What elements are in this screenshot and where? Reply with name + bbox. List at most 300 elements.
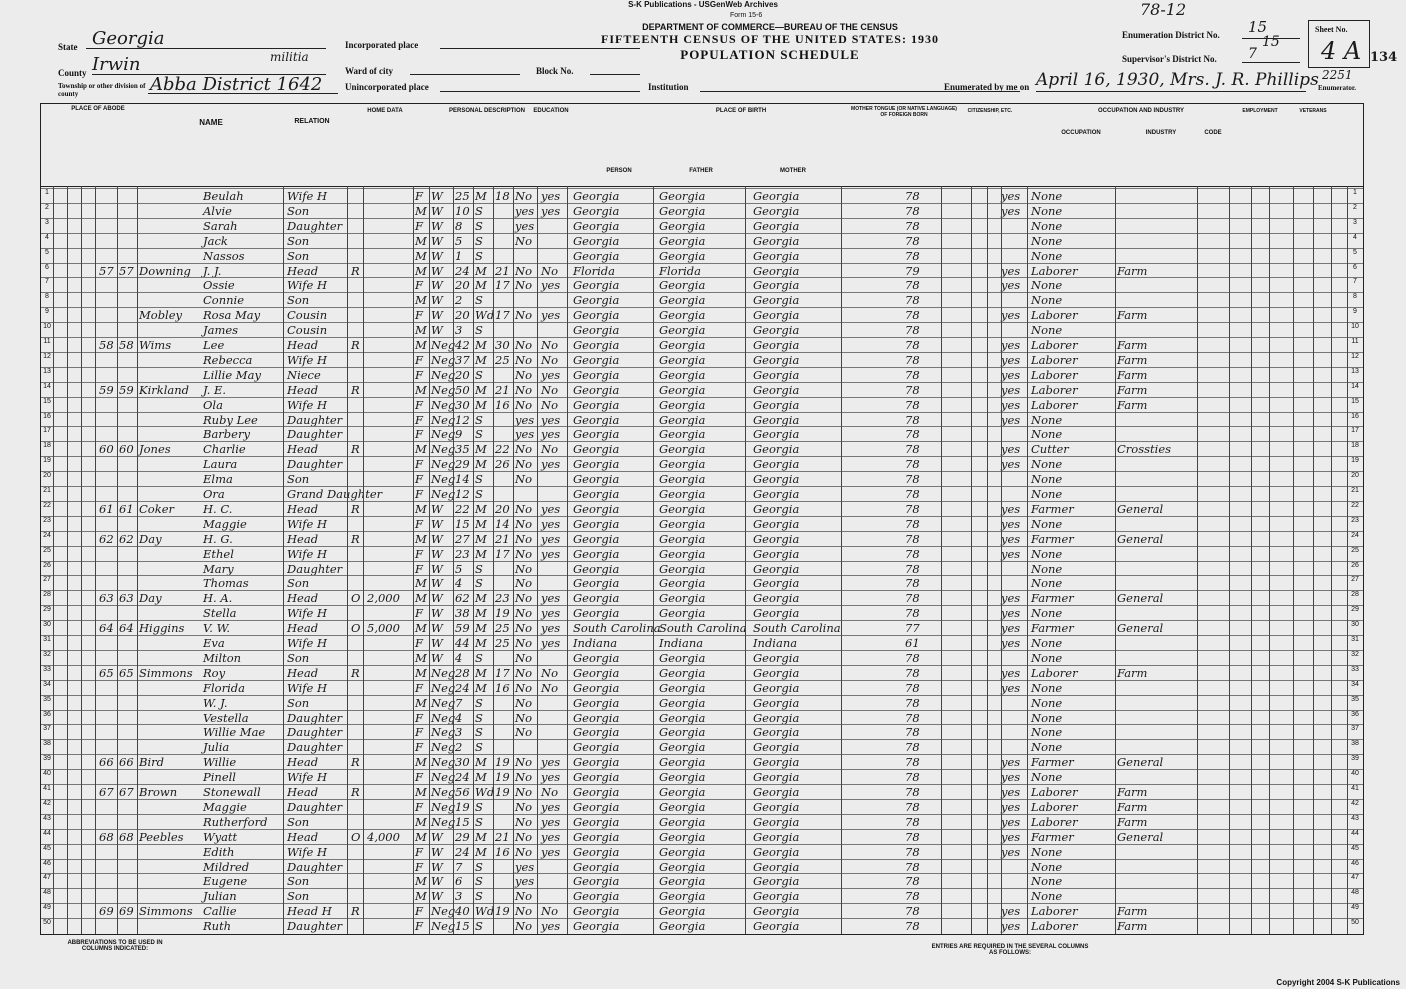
cell-bp: Georgia	[573, 785, 620, 799]
cell-occ: Farmer	[1031, 531, 1074, 546]
cell-race: W	[431, 561, 443, 576]
cell-rel: Wife H	[287, 606, 328, 621]
line-number: 39	[1351, 755, 1359, 763]
cell-sex: F	[415, 189, 423, 203]
cell-sch: yes	[515, 427, 535, 442]
cell-sch: No	[515, 606, 532, 621]
cell-occ: Laborer	[1031, 367, 1078, 382]
cell-fbp: Georgia	[659, 725, 706, 740]
cell-sex: M	[415, 263, 427, 278]
cell-ind: General	[1117, 531, 1164, 546]
cell-lang: 78	[905, 770, 920, 785]
cell-sex: F	[415, 218, 423, 233]
cell-rel: Head	[287, 501, 319, 516]
cell-sch: No	[515, 189, 532, 203]
cell-occ: Laborer	[1031, 308, 1078, 323]
cell-sex: F	[415, 710, 423, 725]
cell-age: 1	[455, 248, 463, 263]
cell-occ: Laborer	[1031, 919, 1078, 934]
cell-rel: Head	[287, 785, 319, 799]
cell-given: Roy	[203, 665, 226, 680]
cell-given: Milton	[203, 650, 242, 665]
cell-sch: No	[515, 531, 532, 546]
line-number: 4	[1353, 233, 1357, 241]
cell-eng: yes	[1001, 919, 1021, 934]
cell-occ: None	[1031, 293, 1063, 308]
cell-fbp: Georgia	[659, 606, 706, 621]
cell-bp: Georgia	[573, 457, 620, 472]
line-number: 11	[1351, 338, 1359, 345]
cell-sch: No	[515, 710, 532, 725]
cell-fam: 57	[119, 263, 134, 278]
cell-ms: S	[475, 248, 483, 263]
subhead-code: CODE	[1204, 130, 1222, 136]
cell-dw: 57	[99, 263, 114, 278]
cell-am: 30	[495, 338, 510, 352]
cell-own: R	[351, 263, 360, 278]
cell-rd: yes	[541, 546, 561, 561]
cell-rel: Son	[287, 472, 310, 487]
cell-occ: None	[1031, 412, 1063, 427]
cell-race: Neg	[431, 695, 456, 710]
cell-dw: 61	[99, 501, 114, 516]
cell-age: 3	[455, 889, 463, 904]
cell-lang: 78	[905, 487, 920, 501]
line-number: 21	[1351, 487, 1359, 494]
cell-sch: No	[515, 591, 532, 606]
cell-sch: No	[515, 457, 532, 472]
line-number: 39	[43, 755, 51, 763]
line-number: 28	[43, 591, 51, 599]
cell-rd: yes	[541, 367, 561, 382]
cell-fbp: Georgia	[659, 799, 706, 814]
cell-given: Laura	[203, 457, 238, 472]
cell-eng: yes	[1001, 680, 1021, 695]
cell-ind: Farm	[1117, 263, 1148, 278]
cell-race: Neg	[431, 799, 456, 814]
cell-surname: Peebles	[139, 829, 184, 844]
cell-mbp: Georgia	[753, 203, 800, 218]
cell-mbp: Indiana	[753, 636, 798, 650]
census-table	[40, 103, 1364, 935]
cell-sch: No	[515, 516, 532, 531]
cell-lang: 78	[905, 725, 920, 740]
cell-bp: Georgia	[573, 338, 620, 352]
cell-lang: 78	[905, 799, 920, 814]
line-number: 43	[43, 814, 51, 822]
cell-ms: S	[475, 561, 483, 576]
line-number: 42	[43, 799, 51, 807]
cell-given: Eva	[203, 636, 225, 650]
cell-occ: Farmer	[1031, 591, 1074, 606]
cell-lang: 78	[905, 308, 920, 323]
cell-own: R	[351, 785, 360, 799]
cell-age: 20	[455, 278, 470, 293]
cell-given: H. C.	[203, 501, 233, 516]
cell-fam: 58	[119, 338, 134, 352]
cell-mbp: Georgia	[753, 650, 800, 665]
cell-race: W	[431, 621, 443, 636]
subhead-occupation: OCCUPATION	[1061, 130, 1101, 136]
cell-sex: M	[415, 621, 427, 636]
cell-age: 4	[455, 650, 463, 665]
cell-given: Ethel	[203, 546, 234, 561]
cell-race: W	[431, 531, 443, 546]
cell-eng: yes	[1001, 352, 1021, 367]
cell-mbp: Georgia	[753, 367, 800, 382]
cell-own: R	[351, 665, 360, 680]
cell-fbp: Georgia	[659, 844, 706, 859]
cell-race: W	[431, 501, 443, 516]
cell-age: 24	[455, 263, 470, 278]
cell-race: W	[431, 308, 443, 323]
line-number: 24	[1351, 531, 1359, 539]
cell-mbp: Georgia	[753, 561, 800, 576]
supervisor-label: Supervisor's District No.	[1122, 54, 1217, 64]
cell-occ: Cutter	[1031, 442, 1069, 457]
cell-occ: Laborer	[1031, 263, 1078, 278]
cell-race: Neg	[431, 457, 456, 472]
cell-eng: yes	[1001, 770, 1021, 785]
cell-own: O	[351, 829, 361, 844]
cell-eng: yes	[1001, 501, 1021, 516]
section-employment: EMPLOYMENT	[1242, 108, 1278, 114]
cell-race: Neg	[431, 680, 456, 695]
cell-fbp: Georgia	[659, 919, 706, 934]
line-number: 6	[45, 263, 49, 271]
cell-surname: Jones	[139, 442, 171, 457]
cell-given: H. A.	[203, 591, 233, 606]
cell-lang: 78	[905, 680, 920, 695]
cell-given: Ruby Lee	[203, 412, 258, 427]
cell-fbp: Georgia	[659, 442, 706, 457]
cell-rd: yes	[541, 531, 561, 546]
cell-ms: M	[475, 829, 487, 844]
cell-given: Willie	[203, 755, 237, 770]
section-education: EDUCATION	[533, 108, 569, 114]
cell-occ: None	[1031, 874, 1063, 889]
cell-race: W	[431, 591, 443, 606]
cell-rel: Son	[287, 874, 310, 889]
cell-rel: Daughter	[287, 740, 343, 755]
cell-bp: Georgia	[573, 442, 620, 457]
cell-own: R	[351, 442, 360, 457]
cell-given: Vestella	[203, 710, 249, 725]
cell-mbp: Georgia	[753, 591, 800, 606]
cell-val: 2,000	[367, 591, 400, 606]
line-number: 1	[1353, 189, 1357, 196]
cell-sch: No	[515, 785, 532, 799]
cell-given: Barbery	[203, 427, 250, 442]
cell-lang: 78	[905, 889, 920, 904]
cell-bp: Georgia	[573, 382, 620, 397]
cell-mbp: Georgia	[753, 278, 800, 293]
township-value: Abba District 1642	[150, 74, 323, 95]
cell-surname: Day	[139, 591, 162, 606]
cell-dw: 64	[99, 621, 114, 636]
cell-rd: yes	[541, 755, 561, 770]
cell-fbp: Georgia	[659, 829, 706, 844]
cell-ind: General	[1117, 621, 1164, 636]
cell-ms: S	[475, 814, 483, 829]
cell-sex: M	[415, 203, 427, 218]
cell-sex: F	[415, 352, 423, 367]
cell-race: W	[431, 218, 443, 233]
cell-rd: No	[541, 904, 558, 919]
cell-given: Lee	[203, 338, 225, 352]
cell-given: Stella	[203, 606, 237, 621]
cell-eng: yes	[1001, 263, 1021, 278]
cell-age: 30	[455, 397, 470, 412]
section-occupation: OCCUPATION AND INDUSTRY	[1098, 108, 1184, 114]
cell-given: Edith	[203, 844, 235, 859]
cell-given: Beulah	[203, 189, 244, 203]
cell-ms: S	[475, 889, 483, 904]
cell-dw: 62	[99, 531, 114, 546]
cell-race: Neg	[431, 785, 456, 799]
cell-sch: No	[515, 338, 532, 352]
cell-eng: yes	[1001, 904, 1021, 919]
line-number: 32	[1351, 650, 1359, 658]
cell-given: Mary	[203, 561, 234, 576]
cell-eng: yes	[1001, 203, 1021, 218]
cell-lang: 78	[905, 367, 920, 382]
cell-age: 14	[455, 472, 470, 487]
cell-mbp: Georgia	[753, 472, 800, 487]
cell-age: 40	[455, 904, 470, 919]
cell-race: W	[431, 278, 443, 293]
cell-bp: Georgia	[573, 203, 620, 218]
cell-am: 21	[495, 263, 510, 278]
line-number: 34	[43, 680, 51, 688]
line-number: 1	[45, 189, 49, 196]
cell-rel: Head	[287, 382, 319, 397]
cell-race: W	[431, 636, 443, 650]
cell-given: Ossie	[203, 278, 235, 293]
cell-bp: Georgia	[573, 352, 620, 367]
line-number: 44	[43, 829, 51, 837]
cell-sch: yes	[515, 412, 535, 427]
cell-given: Florida	[203, 680, 245, 695]
cell-ind: General	[1117, 829, 1164, 844]
cell-mbp: Georgia	[753, 725, 800, 740]
cell-ms: M	[475, 457, 487, 472]
cell-surname: Bird	[139, 755, 164, 770]
cell-occ: None	[1031, 889, 1063, 904]
cell-race: Neg	[431, 352, 456, 367]
cell-mbp: Georgia	[753, 770, 800, 785]
cell-am: 19	[495, 606, 510, 621]
line-number: 28	[1351, 591, 1359, 599]
cell-sex: M	[415, 591, 427, 606]
cell-sex: F	[415, 844, 423, 859]
line-number: 19	[1351, 457, 1359, 465]
enumeration-date: April 16, 1930, Mrs. J. R. Phillips	[1036, 70, 1319, 90]
cell-eng: yes	[1001, 636, 1021, 650]
cell-ms: S	[475, 919, 483, 934]
line-number: 5	[1353, 248, 1357, 256]
cell-ind: General	[1117, 501, 1164, 516]
cell-lang: 78	[905, 844, 920, 859]
cell-bp: Georgia	[573, 904, 620, 919]
cell-lang: 77	[905, 621, 920, 636]
line-number: 40	[1351, 770, 1359, 778]
cell-sex: F	[415, 740, 423, 755]
cell-rel: Son	[287, 233, 310, 248]
cell-race: Neg	[431, 472, 456, 487]
cell-rel: Daughter	[287, 412, 343, 427]
cell-dw: 66	[99, 755, 114, 770]
cell-occ: None	[1031, 233, 1063, 248]
cell-dw: 59	[99, 382, 114, 397]
cell-own: O	[351, 591, 361, 606]
line-number: 24	[43, 531, 51, 539]
cell-sch: yes	[515, 874, 535, 889]
cell-eng: yes	[1001, 546, 1021, 561]
cell-age: 2	[455, 293, 463, 308]
cell-fbp: Georgia	[659, 740, 706, 755]
cell-lang: 78	[905, 427, 920, 442]
cell-sex: M	[415, 785, 427, 799]
cell-occ: Farmer	[1031, 829, 1074, 844]
section-home-data: HOME DATA	[367, 108, 403, 114]
cell-given: Ora	[203, 487, 225, 501]
cell-rel: Daughter	[287, 457, 343, 472]
cell-race: W	[431, 650, 443, 665]
ed-top-note: 78-12	[1140, 0, 1187, 19]
cell-given: Mildred	[203, 859, 250, 874]
cell-bp: Georgia	[573, 218, 620, 233]
cell-am: 19	[495, 770, 510, 785]
cell-race: Neg	[431, 904, 456, 919]
cell-ind: Farm	[1117, 338, 1148, 352]
cell-given: Thomas	[203, 576, 249, 591]
cell-rd: yes	[541, 799, 561, 814]
cell-lang: 61	[905, 636, 920, 650]
cell-rel: Head	[287, 338, 319, 352]
cell-lang: 78	[905, 233, 920, 248]
cell-given: Charlie	[203, 442, 246, 457]
form-header	[560, 22, 980, 63]
cell-eng: yes	[1001, 457, 1021, 472]
cell-fam: 61	[119, 501, 134, 516]
cell-bp: Georgia	[573, 650, 620, 665]
cell-age: 59	[455, 621, 470, 636]
cell-rel: Daughter	[287, 561, 343, 576]
cell-lang: 78	[905, 874, 920, 889]
cell-fbp: Georgia	[659, 785, 706, 799]
cell-mbp: Georgia	[753, 606, 800, 621]
cell-ms: S	[475, 740, 483, 755]
line-number: 34	[1351, 680, 1359, 688]
line-number: 14	[1351, 382, 1359, 390]
cell-ms: M	[475, 591, 487, 606]
section-place-of-abode: PLACE OF ABODE	[71, 106, 125, 112]
cell-rel: Son	[287, 293, 310, 308]
cell-am: 25	[495, 636, 510, 650]
cell-age: 7	[455, 695, 463, 710]
cell-age: 9	[455, 427, 463, 442]
cell-given: Jack	[203, 233, 228, 248]
cell-fbp: Georgia	[659, 397, 706, 412]
cell-am: 18	[495, 189, 510, 203]
cell-rd: yes	[541, 278, 561, 293]
cell-mbp: Georgia	[753, 397, 800, 412]
cell-given: Stonewall	[203, 785, 261, 799]
cell-eng: yes	[1001, 621, 1021, 636]
cell-mbp: Georgia	[753, 189, 800, 203]
cell-dw: 58	[99, 338, 114, 352]
cell-mbp: Georgia	[753, 665, 800, 680]
cell-sex: F	[415, 397, 423, 412]
cell-occ: None	[1031, 189, 1063, 203]
cell-sch: No	[515, 397, 532, 412]
cell-age: 3	[455, 725, 463, 740]
cell-occ: None	[1031, 248, 1063, 263]
line-number: 14	[43, 382, 51, 390]
cell-given: Nassos	[203, 248, 245, 263]
cell-occ: None	[1031, 278, 1063, 293]
cell-ms: M	[475, 516, 487, 531]
line-number: 5	[45, 248, 49, 256]
line-number: 8	[1353, 293, 1357, 301]
cell-mbp: Georgia	[753, 233, 800, 248]
line-number: 21	[43, 487, 51, 494]
cell-age: 56	[455, 785, 470, 799]
line-number: 40	[43, 770, 51, 778]
line-number: 41	[43, 785, 51, 792]
block-label: Block No.	[536, 66, 574, 76]
section-personal: PERSONAL DESCRIPTION	[449, 108, 525, 114]
cell-lang: 78	[905, 859, 920, 874]
cell-eng: yes	[1001, 531, 1021, 546]
line-number: 27	[43, 576, 51, 584]
cell-am: 14	[495, 516, 510, 531]
line-number: 45	[43, 844, 51, 852]
cell-lang: 78	[905, 248, 920, 263]
cell-age: 28	[455, 665, 470, 680]
cell-race: W	[431, 323, 443, 338]
line-number: 36	[43, 710, 51, 718]
cell-race: Neg	[431, 665, 456, 680]
cell-given: Maggie	[203, 799, 247, 814]
cell-occ: None	[1031, 546, 1063, 561]
cell-mbp: Georgia	[753, 799, 800, 814]
cell-ms: M	[475, 621, 487, 636]
cell-lang: 78	[905, 472, 920, 487]
line-number: 11	[43, 338, 51, 345]
cell-fbp: South Carolina	[659, 621, 747, 636]
cell-sex: M	[415, 248, 427, 263]
cell-fbp: Georgia	[659, 248, 706, 263]
cell-sch: No	[515, 695, 532, 710]
cell-occ: Farmer	[1031, 621, 1074, 636]
cell-fbp: Georgia	[659, 427, 706, 442]
cell-occ: None	[1031, 323, 1063, 338]
cell-rel: Wife H	[287, 352, 328, 367]
county-label: County	[58, 68, 87, 78]
cell-fbp: Georgia	[659, 233, 706, 248]
institution-label: Institution	[648, 82, 689, 92]
cell-bp: Georgia	[573, 233, 620, 248]
cell-bp: Georgia	[573, 576, 620, 591]
cell-rd: yes	[541, 457, 561, 472]
cell-mbp: Georgia	[753, 919, 800, 934]
cell-sch: No	[515, 770, 532, 785]
cell-ms: M	[475, 546, 487, 561]
cell-sch: No	[515, 904, 532, 919]
cell-lang: 78	[905, 829, 920, 844]
